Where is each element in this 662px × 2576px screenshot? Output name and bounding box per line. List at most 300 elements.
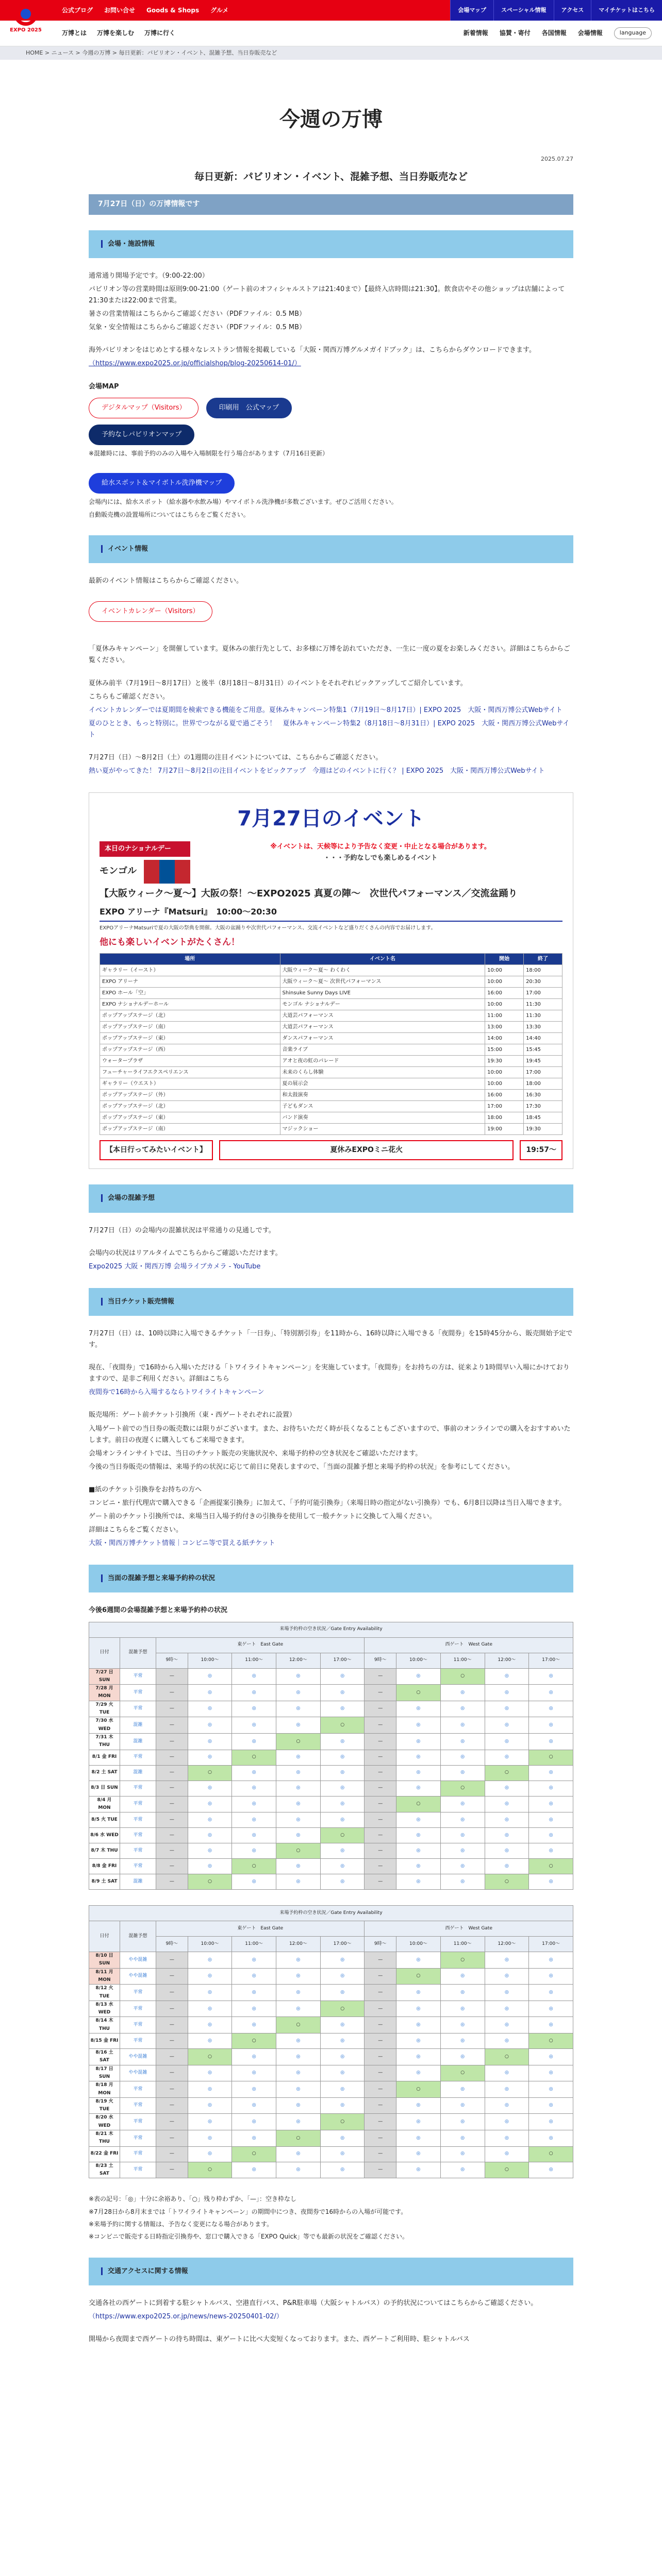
table-row	[100, 1055, 562, 1066]
slot-cell: ◎	[188, 1733, 232, 1750]
text-line: 開場から夜間まで西ゲートの待ち時間は、東ゲートに比べ大変短くなっております。また、西ゲートご利用時、駐シャトルバス	[89, 2335, 470, 2344]
date-cell: 8/15 金 FRI	[89, 2033, 120, 2049]
nav-news[interactable]: 新着情報	[463, 29, 488, 37]
slot-cell: ◎	[396, 1701, 441, 1717]
table-row	[89, 1701, 573, 1717]
table-cell: 20:30	[524, 976, 562, 987]
text-line[interactable]: 現在、「夜間券」で16時から入場いただける「トワイライトキャンペーン」を実施しています。「夜間券」をお持ちの方は、従来より1時間早い入場にかけておりますので、是非ご利用ください。詳細はこちら	[89, 1364, 570, 1383]
slot-cell: ◎	[440, 1874, 485, 1890]
slot-cell: ◎	[320, 2049, 365, 2065]
col-time: 11:00〜	[232, 1937, 276, 1952]
nav-venue[interactable]: 会場情報	[577, 29, 603, 37]
text-line: 7月27日（日）の会場内の混雑状況は平常通りの見通しです。	[89, 1226, 275, 1234]
slot-cell: ○	[320, 1828, 365, 1843]
slot-cell: ○	[485, 1874, 529, 1890]
top-btn-access[interactable]: アクセス	[554, 0, 591, 21]
slot-cell: ◎	[276, 1828, 321, 1843]
slot-cell: ◎	[232, 2001, 276, 2017]
crowd-cell: 平常	[120, 1828, 156, 1843]
date-cell: 7/28 月 MON	[89, 1685, 120, 1701]
slot-cell: ◎	[529, 1781, 573, 1796]
slot-cell: ◎	[440, 2130, 485, 2147]
slot-cell: ◎	[485, 1828, 529, 1843]
text-line: 夏休み前半（7月19日〜8月17日）と後半（8月18日〜8月31日）のイベントをそれぞれピックアップしてご紹介しています。	[89, 679, 467, 687]
slot-cell: ◎	[440, 1968, 485, 1985]
section-header-availability	[89, 1565, 573, 1592]
col-type: 混雑予想	[120, 1921, 156, 1952]
slot-cell: —	[365, 2017, 396, 2033]
text-line[interactable]: 「夏休みキャンペーン」を開催しています。夏休みの旅行先として、お多様に万博を訪れていただき、一生に一度の夏をお楽しみください。詳細はこちらからご覧ください。	[89, 645, 570, 665]
table-cell: 11:30	[524, 998, 562, 1010]
slot-cell: ◎	[529, 1874, 573, 1890]
page-title: 今週の万博	[279, 108, 383, 131]
slot-cell: ◎	[232, 1968, 276, 1985]
table-cell: バンド演奏	[280, 1112, 485, 1123]
slot-cell: —	[365, 2049, 396, 2065]
top-link-blog[interactable]: 公式ブログ	[62, 6, 93, 14]
slot-cell: ◎	[440, 2097, 485, 2114]
top-link-contact[interactable]: お問い合せ	[104, 6, 136, 14]
table-row	[89, 2130, 573, 2147]
slot-cell: ◎	[232, 1765, 276, 1781]
text-line[interactable]: 会場内の状況はリアルタイムでこちらからご確認いただけます。	[89, 1249, 282, 1257]
slot-cell: ◎	[276, 2081, 321, 2098]
crowd-cell: 平常	[120, 2097, 156, 2114]
col-time: 10:00〜	[188, 1653, 232, 1668]
slot-cell: ◎	[396, 1733, 441, 1750]
text-line: ※コンビニで販売する日時指定引換券や、窓口で購入できる「EXPO Quick」等でも最新の状況をご確認ください。	[89, 2233, 409, 2241]
table-cell: 大阪ウィーク〜夏〜 わくわく	[280, 964, 485, 976]
top-btn-special[interactable]: スペーシャル情報	[493, 0, 554, 21]
crowd-cell: 平常	[120, 1985, 156, 2001]
table-cell: 18:45	[524, 1112, 562, 1123]
event-table-header: 開始	[485, 953, 524, 964]
slot-cell: ○	[188, 1765, 232, 1781]
nav-visit[interactable]: 万博に行く	[144, 29, 176, 37]
slot-cell: ◎	[529, 2081, 573, 2098]
event-table-header: 場所	[100, 953, 280, 964]
mongolia-flag-icon	[144, 860, 190, 884]
top-btn-map[interactable]: 会場マップ	[450, 0, 493, 21]
text-line: ※7月28日から8月末までは「トワイライトキャンペーン」の期間中につき、夜間券で16時からの入場が可能です。	[89, 2208, 407, 2215]
table-row	[89, 1668, 573, 1685]
date-cell: 8/6 水 WED	[89, 1828, 120, 1843]
slot-cell: ◎	[485, 1859, 529, 1874]
availability-table-1	[89, 1622, 573, 1890]
access-link[interactable]: （https://www.expo2025.or.jp/news/news-20250401-02/）	[89, 2312, 283, 2320]
table-cell: 大阪ウィーク〜夏〜 次世代パフォーマンス	[280, 976, 485, 987]
slot-cell: —	[365, 2146, 396, 2162]
slot-cell: —	[365, 1812, 396, 1828]
table-row	[89, 1685, 573, 1701]
slot-cell: —	[156, 1859, 188, 1874]
text-line[interactable]: 自動販売機の設置場所についてはこちらをご覧ください。	[89, 511, 250, 518]
nav-countries[interactable]: 各国情報	[541, 29, 567, 37]
slot-cell: ◎	[276, 1750, 321, 1765]
slot-cell: —	[365, 1874, 396, 1890]
slot-cell: ◎	[320, 2130, 365, 2147]
crowd-cell: 平常	[120, 2081, 156, 2098]
slot-cell: ◎	[232, 1796, 276, 1812]
slot-cell: ◎	[232, 1985, 276, 2001]
slot-cell: ◎	[440, 1859, 485, 1874]
col-date: 日付	[89, 1637, 120, 1668]
section-title: イベント情報	[101, 545, 148, 553]
slot-cell: ◎	[276, 1668, 321, 1685]
text-line[interactable]: 海外パビリオンをはじめとする様々なレストラン情報を掲載している「大阪・関西万博グルメガイドブック」は、こちらからダウンロードできます。	[89, 346, 536, 354]
text-line: 通常通り開場予定です。（9:00-22:00）	[89, 272, 209, 280]
crowd-cell: 平常	[120, 2130, 156, 2147]
slot-cell: ◎	[396, 1812, 441, 1828]
table-cell: 10:00	[485, 1066, 524, 1078]
date-cell: 8/16 土 SAT	[89, 2049, 120, 2065]
col-time: 17:00〜	[320, 1937, 365, 1952]
section-header-events	[89, 535, 573, 563]
slot-cell: ○	[232, 2146, 276, 2162]
text-line: コンビニ・旅行代理店で購入できる「企画提案引換券」に加えて、「予約可能引換券」（来場日時の指定がない引換券）でも、6月8日以降は当日入場できます。	[89, 1499, 566, 1507]
poster-legend: ・・・予約なしでも楽しめるイベント	[323, 854, 438, 862]
slot-cell: —	[365, 2114, 396, 2130]
slot-cell: ◎	[440, 1717, 485, 1734]
nav-enjoy[interactable]: 万博を楽しむ	[97, 29, 135, 37]
text-line[interactable]: 気象・安全情報はこちらからご確認ください（PDFファイル：0.5 MB）	[89, 324, 306, 332]
table-cell: ギャラリー（ウエスト）	[100, 1078, 280, 1089]
slot-cell: ◎	[485, 1796, 529, 1812]
slot-cell: ◎	[232, 2081, 276, 2098]
crowd-cell: やや混雑	[120, 2049, 156, 2065]
col-west: 西ゲート West Gate	[365, 1637, 573, 1653]
col-time: 9時〜	[365, 1653, 396, 1668]
slot-cell: ◎	[232, 1717, 276, 1734]
water-map-button[interactable]: 給水スポット＆マイボトル洗浄機マップ	[89, 473, 235, 494]
availability-table-2	[89, 1905, 573, 2178]
table-cell: 14:40	[524, 1032, 562, 1044]
slot-cell: ◎	[320, 2033, 365, 2049]
slot-cell: ◎	[396, 1781, 441, 1796]
no-reservation-map-button[interactable]: 予約なしパビリオンマップ	[89, 425, 194, 445]
slot-cell: ◎	[276, 2097, 321, 2114]
breadcrumb[interactable]: HOME > ニュース > 今週の万博 > 毎日更新：パビリオン・イベント、混雑予想、当日券販売など	[0, 46, 662, 60]
table-row	[89, 1781, 573, 1796]
table-cell: ウォータープラザ	[100, 1055, 280, 1066]
slot-cell: ◎	[529, 1765, 573, 1781]
slot-cell: ◎	[485, 1812, 529, 1828]
slot-cell: ◎	[232, 1733, 276, 1750]
slot-cell: ◎	[440, 1750, 485, 1765]
slot-cell: —	[156, 1874, 188, 1890]
date-cell: 8/13 水 WED	[89, 2001, 120, 2017]
section-title: 会場・施設情報	[101, 240, 155, 248]
slot-cell: ◎	[188, 2097, 232, 2114]
slot-cell: ◎	[276, 1874, 321, 1890]
slot-cell: ◎	[232, 2130, 276, 2147]
weekly-events-link[interactable]: 熱い夏がやってきた！ 7月27日〜8月2日の注目イベントをピックアップ 今週はどのイベントに行く？ | EXPO 2025 大阪・関西万博公式Webサイト	[89, 767, 545, 775]
col-time: 12:00〜	[276, 1653, 321, 1668]
slot-cell: ◎	[276, 2001, 321, 2017]
slot-cell: ◎	[396, 2130, 441, 2147]
slot-cell: ◎	[276, 1952, 321, 1969]
col-time: 10:00〜	[188, 1937, 232, 1952]
slot-cell: ◎	[396, 2001, 441, 2017]
slot-cell: —	[156, 1985, 188, 2001]
slot-cell: ○	[529, 1750, 573, 1765]
table-cell: 大道芸パフォーマンス	[280, 1010, 485, 1021]
poster-fireworks-time: 19:57〜	[520, 1140, 562, 1161]
slot-cell: —	[365, 1733, 396, 1750]
summer-campaign-link-2[interactable]: 夏のひととき、もっと特別に。世界でつながる夏で過ごそう！ 夏休みキャンペーン特集2（8月18日〜8月31日）| EXPO 2025 大阪・関西万博公式Webサイト	[89, 719, 570, 739]
slot-cell: ○	[232, 2033, 276, 2049]
slot-cell: ◎	[232, 1812, 276, 1828]
slot-cell: —	[365, 2162, 396, 2178]
date-cell: 8/23 土 SAT	[89, 2162, 120, 2178]
slot-cell: —	[156, 1685, 188, 1701]
crowd-cell: やや混雑	[120, 1968, 156, 1985]
slot-cell: ○	[232, 1750, 276, 1765]
slot-cell: ○	[188, 1874, 232, 1890]
slot-cell: ◎	[485, 1843, 529, 1859]
print-map-button[interactable]: 印刷用 公式マップ	[206, 398, 292, 418]
table-cell: 17:00	[524, 1066, 562, 1078]
slot-cell: ◎	[396, 1750, 441, 1765]
slot-cell: ◎	[232, 2097, 276, 2114]
slot-cell: ◎	[276, 1968, 321, 1985]
top-btn-myticket[interactable]: マイチケットはこちら	[591, 0, 662, 21]
table-row	[89, 1750, 573, 1765]
col-time: 11:00〜	[232, 1653, 276, 1668]
crowd-cell: やや混雑	[120, 2065, 156, 2081]
slot-cell: —	[156, 2065, 188, 2081]
col-time: 9時〜	[156, 1937, 188, 1952]
slot-cell: ◎	[485, 1781, 529, 1796]
slot-cell: ◎	[440, 1985, 485, 2001]
table-cell: モンゴル ナショナルデー	[280, 998, 485, 1010]
text-line[interactable]: 7月27日（日）〜8月2日（土）の1週間の注目イベントについては、こちらからご確認ください。	[89, 754, 383, 762]
summer-campaign-link-1[interactable]: イベントカレンダーでは夏期間を検索できる機能をご用意。夏休みキャンペーン特集1（7月19日〜8月17日）| EXPO 2025 大阪・関西万博公式Webサイト	[89, 706, 562, 714]
table-row	[89, 1859, 573, 1874]
table-cell: 子どもダンス	[280, 1100, 485, 1112]
table-row	[100, 1066, 562, 1078]
slot-cell: ○	[396, 2081, 441, 2098]
top-link-goods[interactable]: Goods & Shops	[146, 6, 200, 14]
crowd-cell: 平常	[120, 2033, 156, 2049]
date-cell: 8/8 金 FRI	[89, 1859, 120, 1874]
slot-cell: ◎	[529, 2097, 573, 2114]
table-cell: ポップアップステージ（西）	[100, 1044, 280, 1055]
slot-cell: ◎	[485, 1701, 529, 1717]
slot-cell: —	[156, 2097, 188, 2114]
slot-cell: ◎	[529, 2065, 573, 2081]
top-link-gourmet[interactable]: グルメ	[210, 6, 229, 14]
arena-time: 10:00〜20:30	[216, 906, 277, 917]
text-line: ※表の記号：「◎」十分に余裕あり、「○」残り枠わずか、「—」：空き枠なし	[89, 2195, 296, 2203]
crowd-cell: 平常	[120, 1750, 156, 1765]
slot-cell: ◎	[440, 2033, 485, 2049]
crowd-cell: 平常	[120, 1685, 156, 1701]
slot-cell: ◎	[320, 1733, 365, 1750]
slot-cell: —	[156, 2033, 188, 2049]
date-cell: 8/9 土 SAT	[89, 1874, 120, 1890]
nav-about[interactable]: 万博とは	[62, 29, 87, 37]
slot-cell: ◎	[188, 1701, 232, 1717]
slot-cell: ◎	[440, 1828, 485, 1843]
slot-cell: —	[365, 1985, 396, 2001]
crowd-cell: 混雑	[120, 1765, 156, 1781]
slot-cell: ◎	[188, 2114, 232, 2130]
slot-cell: ○	[485, 2162, 529, 2178]
crowd-cell: 平常	[120, 1668, 156, 1685]
col-time: 9時〜	[156, 1653, 188, 1668]
slot-cell: ○	[485, 1765, 529, 1781]
slot-cell: ◎	[529, 1685, 573, 1701]
slot-cell: ◎	[232, 1685, 276, 1701]
slot-cell: —	[365, 1750, 396, 1765]
slot-cell: ○	[276, 1843, 321, 1859]
logo-text: EXPO 2025	[10, 27, 42, 33]
slot-cell: ◎	[188, 1717, 232, 1734]
slot-cell: ◎	[188, 1843, 232, 1859]
date-cell: 8/14 木 THU	[89, 2017, 120, 2033]
slot-cell: ◎	[188, 2130, 232, 2147]
slot-cell: ◎	[320, 1874, 365, 1890]
table-cell: ポップアップステージ（南）	[100, 1123, 280, 1134]
digital-map-button[interactable]: デジタルマップ（Visitors）	[89, 398, 198, 418]
slot-cell: ○	[440, 1781, 485, 1796]
table-cell: 10:00	[485, 964, 524, 976]
event-calendar-button[interactable]: イベントカレンダー（Visitors）	[89, 601, 212, 622]
col-east: 東ゲート East Gate	[156, 1921, 365, 1937]
table-cell: 15:45	[524, 1044, 562, 1055]
slot-cell: ◎	[485, 2081, 529, 2098]
text-line: 7月27日（日）は、10時以降に入場できるチケット「一日券」、「特別割引券」を11時から、16時以降に入場できる「夜間券」を15時45分から、販売開始予定です。	[89, 1329, 573, 1349]
slot-cell: ◎	[188, 2081, 232, 2098]
table-row	[89, 1985, 573, 2001]
table-cell: 17:30	[524, 1100, 562, 1112]
date-cell: 8/4 月 MON	[89, 1796, 120, 1812]
slot-cell: ◎	[276, 1859, 321, 1874]
slot-cell: ◎	[485, 1750, 529, 1765]
slot-cell: ◎	[440, 1685, 485, 1701]
slot-cell: —	[156, 1812, 188, 1828]
slot-cell: ◎	[276, 1717, 321, 1734]
table-cell: 18:00	[485, 1112, 524, 1123]
slot-cell: ◎	[320, 1781, 365, 1796]
slot-cell: ◎	[529, 2001, 573, 2017]
slot-cell: ◎	[320, 2146, 365, 2162]
text-line: ■紙のチケット引換券をお持ちの方へ	[89, 1485, 202, 1494]
slot-cell: ◎	[188, 1750, 232, 1765]
slot-cell: ◎	[188, 2146, 232, 2162]
slot-cell: ◎	[485, 2017, 529, 2033]
date-cell: 7/29 火 TUE	[89, 1701, 120, 1717]
slot-cell: —	[156, 1765, 188, 1781]
col-time: 12:00〜	[485, 1653, 529, 1668]
poster-description: EXPOアリーナMatsuriで夏の大阪の祭典を開催。大阪の盆踊りや次世代パフォーマンス、交流イベントなど盛りだくさんの内容でお届けします。	[100, 925, 436, 931]
slot-cell: ◎	[188, 2001, 232, 2017]
slot-cell: ◎	[232, 1668, 276, 1685]
expo-logo[interactable]	[7, 2, 44, 42]
availability-heading: 今後6週間の会場混雑予想と来場予約枠の状況	[89, 1606, 228, 1615]
col-time: 12:00〜	[276, 1937, 321, 1952]
date-cell: 8/21 木 THU	[89, 2130, 120, 2147]
table-cell: ダンスパフォーマンス	[280, 1032, 485, 1044]
live-camera-link[interactable]: Expo2025 大阪・関西万博 会場ライブカメラ - YouTube	[89, 1262, 261, 1270]
slot-cell: ○	[320, 2001, 365, 2017]
table-row	[100, 1032, 562, 1044]
table-cell: 19:30	[485, 1055, 524, 1066]
crowd-cell: 混雑	[120, 1733, 156, 1750]
slot-cell: ◎	[320, 1796, 365, 1812]
poster-recommend-label: 【本日行ってみたいイベント】	[100, 1140, 213, 1161]
crowd-cell: やや混雑	[120, 1952, 156, 1969]
slot-cell: —	[156, 1828, 188, 1843]
table-cell: 18:00	[524, 1078, 562, 1089]
national-day-country: モンゴル	[100, 866, 137, 876]
slot-cell: ◎	[188, 1952, 232, 1969]
section-title: 当面の混雑予想と来場予約枠の状況	[101, 1574, 215, 1582]
slot-cell: ◎	[396, 2049, 441, 2065]
table-row	[100, 1010, 562, 1021]
crowd-cell: 平常	[120, 1859, 156, 1874]
slot-cell: ◎	[320, 1701, 365, 1717]
slot-cell: ◎	[396, 2065, 441, 2081]
slot-cell: ◎	[529, 1796, 573, 1812]
slot-cell: —	[365, 1796, 396, 1812]
table-row	[89, 1765, 573, 1781]
guidebook-link[interactable]: （https://www.expo2025.or.jp/officialshop/blog-20250614-01/）	[89, 360, 301, 368]
table-cell: EXPO ホール「空」	[100, 987, 280, 998]
slot-cell: —	[156, 2146, 188, 2162]
slot-cell: ◎	[276, 2162, 321, 2178]
event-poster	[89, 792, 573, 1169]
text-line[interactable]: 詳細はこちらをご覧ください。	[89, 1526, 183, 1534]
table-cell: 13:30	[524, 1021, 562, 1032]
slot-cell: ◎	[396, 1985, 441, 2001]
slot-cell: —	[365, 2081, 396, 2098]
twilight-link[interactable]: 夜間券で16時から入場するならトワイライトキャンペーン	[89, 1388, 264, 1397]
slot-cell: —	[365, 1668, 396, 1685]
slot-cell: ◎	[276, 2049, 321, 2065]
slot-cell: ○	[396, 1796, 441, 1812]
text-line: 販売場所：ゲート前チケット引換所（東・西ゲートそれぞれに設置）	[89, 1411, 296, 1419]
section-header-venue	[89, 230, 573, 258]
slot-cell: ○	[232, 1859, 276, 1874]
section-header-access	[89, 2258, 573, 2285]
slot-cell: ◎	[485, 2097, 529, 2114]
availability-header: 来場予約枠の空き状況／Gate Entry Availability	[89, 1622, 573, 1637]
date-cell: 7/30 水 WED	[89, 1717, 120, 1734]
main-content	[89, 102, 573, 2345]
slot-cell: —	[156, 1796, 188, 1812]
slot-cell: ◎	[529, 2162, 573, 2178]
table-cell: 大道芸パフォーマンス	[280, 1021, 485, 1032]
col-time: 10:00〜	[396, 1937, 441, 1952]
language-select[interactable]: language	[614, 27, 652, 39]
nav-sponsor[interactable]: 協賛・寄付	[499, 29, 531, 37]
table-row	[89, 2033, 573, 2049]
paper-ticket-link[interactable]: 大阪・関西万博チケット情報｜コンビニ等で買える紙チケット	[89, 1539, 275, 1548]
crowd-cell: 平常	[120, 1812, 156, 1828]
date-cell: 7/27 日 SUN	[89, 1668, 120, 1685]
slot-cell: —	[365, 1701, 396, 1717]
slot-cell: —	[156, 2114, 188, 2130]
poster-headline: 【大阪ウィーク〜夏〜】大阪の祭！〜EXPO2025 真夏の陣〜 次世代パフォーマンス／交流盆踊り	[100, 888, 518, 900]
text-line[interactable]: 暑さの営業情報はこちらからご確認ください（PDFファイル：0.5 MB）	[89, 310, 306, 318]
slot-cell: ◎	[529, 2130, 573, 2147]
slot-cell: ◎	[485, 1952, 529, 1969]
slot-cell: ○	[320, 2114, 365, 2130]
top-bar	[0, 0, 662, 21]
section-header-crowd	[89, 1184, 573, 1212]
